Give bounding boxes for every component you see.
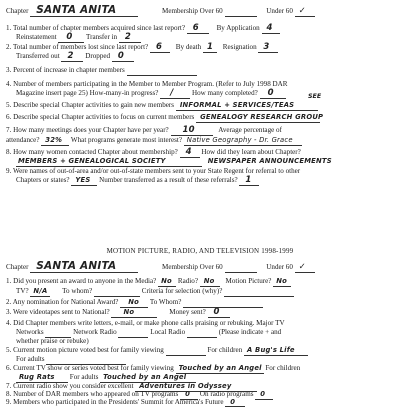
- media-q4-indicate-label: (Please indicate + and: [218, 328, 282, 336]
- media-membership-over-label: Membership Over 60: [162, 263, 223, 271]
- chapter-label: Chapter: [6, 7, 29, 15]
- media-q6-text: 6. Current TV show or series voted best for family viewing: [6, 364, 174, 372]
- under-checkmark: ✓: [298, 6, 306, 16]
- chapter-name-field: [30, 6, 138, 17]
- media-q3-money-field: [208, 308, 230, 318]
- survey-q2-text: 2. Total number of members lost since last report?: [6, 43, 149, 51]
- survey-q7: [6, 126, 282, 136]
- media-q4-c: [16, 337, 89, 346]
- survey-q2-value: 6: [155, 42, 163, 52]
- media-q7-value: Adventures in Odyssey: [139, 382, 232, 390]
- reinstatement-value: 0: [66, 32, 73, 42]
- dropped-field: [112, 52, 134, 62]
- media-under-label: Under 60: [266, 263, 293, 271]
- membership-over-field: [225, 7, 257, 17]
- survey-q7-program-value: Native Geography - Dr. Grace: [186, 136, 293, 144]
- dropped-label: Dropped: [85, 52, 111, 60]
- media-q4: [6, 319, 285, 328]
- media-q6-value: Touched by an Angel: [178, 364, 262, 372]
- survey-q5-note: SEE: [308, 93, 322, 100]
- survey-q4: [6, 80, 288, 89]
- survey-q2-field: [150, 43, 170, 53]
- media-q1-tv-label: TV?: [16, 287, 29, 295]
- survey-q7-attendance-value: 32%: [45, 136, 63, 144]
- media-membership-over-field: [225, 263, 257, 273]
- media-under-checkmark: ✓: [298, 262, 306, 272]
- media-q5-text: 5. Current motion picture voted best for family viewing: [6, 346, 164, 354]
- survey-q8-note: NEWSPAPER ANNOUNCEMENTS: [207, 157, 332, 165]
- media-q9-field: [225, 398, 245, 407]
- media-q8-radio-value: 0: [260, 390, 266, 398]
- survey-q1-text: 1. Total number of chapter members acquired since last report?: [6, 24, 186, 32]
- media-q1-criteria-label: Criteria for selection (why)?: [141, 287, 223, 295]
- media-q1-radio-value: No: [203, 277, 215, 285]
- media-q8-text: 8. Number of DAR members who appeared on TV programs: [6, 390, 179, 398]
- survey-q4-completed-value: 0: [267, 88, 274, 98]
- survey-q8-value: 4: [185, 147, 192, 157]
- by-death-value: 1: [206, 42, 214, 52]
- media-chapter-name-value: SANTA ANITA: [36, 260, 117, 272]
- dropped-value: 0: [117, 51, 124, 61]
- survey-q5-text: 5. Describe special Chapter activities to gain new members: [6, 101, 175, 109]
- media-q6-children-label: For children: [265, 364, 301, 372]
- media-q5-field: [166, 346, 206, 356]
- media-q5-children-value: A Bug's Life: [247, 346, 295, 354]
- survey-q6: [6, 113, 324, 123]
- media-q1-motion-field: [273, 277, 291, 287]
- media-q1-value: No: [161, 277, 172, 285]
- survey-q8-learn-field: [16, 157, 202, 167]
- survey-q7-program-label: What programs generate most interest?: [70, 136, 183, 144]
- resignation-field: [258, 43, 278, 53]
- media-q2: [6, 298, 263, 308]
- survey-q4-progress-value: /: [170, 88, 174, 98]
- media-q1-text: 1. Did you present an award to anyone in the Media?: [6, 277, 157, 285]
- media-q4-network-radio-label: Network Radio: [73, 328, 117, 336]
- reinstatement-field: [58, 33, 84, 43]
- survey-q4-completed-label: How many completed?: [191, 89, 258, 97]
- survey-q4-b: [16, 89, 286, 99]
- survey-q9-value: YES: [75, 176, 91, 184]
- media-q5-children-label: For children: [207, 346, 243, 354]
- survey-q3-text: 3. Percent of increase in chapter members: [6, 66, 125, 74]
- under-field: [295, 7, 315, 17]
- survey-q9-field: [71, 176, 97, 186]
- media-q1-to-whom-label: To whom?: [62, 287, 93, 295]
- media-q4-network-radio-field: [118, 328, 148, 338]
- transferred-out-label: Transferred out: [16, 52, 60, 60]
- media-section-title: MOTION PICTURE, RADIO, AND TELEVISION 1998-1999: [106, 247, 294, 255]
- transfer-in-field: [119, 33, 141, 43]
- media-q2-to-whom-field: [183, 298, 263, 308]
- media-q9: [6, 398, 245, 407]
- survey-q9-transferred-field: [239, 176, 259, 186]
- transferred-out-value: 2: [67, 51, 74, 61]
- media-q1-radio-field: [200, 277, 220, 287]
- survey-q6-text: 6. Describe special Chapter activities to focus on current members: [6, 113, 195, 121]
- media-q2-field: [120, 298, 148, 308]
- media-q6-children-value: Rug Rats: [19, 373, 55, 381]
- media-q1-criteria-field: [224, 287, 294, 297]
- survey-q7-text: 7. How many meetings does your Chapter have per year?: [6, 126, 169, 134]
- media-q1-tv-field: [30, 287, 50, 297]
- media-q4-whether-label: whether praise or rebuke): [16, 337, 89, 345]
- media-q1-to-whom-field: [94, 287, 140, 297]
- media-q5-children-field: [244, 346, 308, 356]
- media-q1-b: [16, 287, 294, 297]
- media-q6-adults-value: Touched by an Angel: [103, 373, 187, 381]
- media-q1-tv-value: N/A: [33, 287, 48, 295]
- by-application-value: 4: [266, 23, 273, 33]
- chapter-name-value: SANTA ANITA: [36, 4, 117, 16]
- transfer-in-label: Transfer in: [86, 33, 118, 41]
- media-q6-adults-label: For adults: [69, 373, 99, 381]
- survey-q8-text: 8. How many women contacted Chapter about membership?: [6, 148, 178, 156]
- survey-q9-transferred-label: Number transferred as a result of these referrals?: [99, 176, 238, 184]
- survey-q7-avg-label: Average percentage of: [218, 126, 282, 134]
- media-q8-radio-label: On radio programs: [199, 390, 254, 398]
- media-q4-text: 4. Did Chapter members write letters, e-mail, or make phone calls praising or rebuking. Major TV: [6, 319, 285, 327]
- transfer-in-value: 2: [124, 32, 132, 42]
- media-q3: [6, 308, 230, 318]
- by-application-field: [262, 24, 280, 34]
- survey-q6-field: [196, 113, 324, 123]
- media-q2-to-whom-label: To Whom?: [149, 298, 182, 306]
- media-q4-networks-label: Networks: [16, 328, 44, 336]
- media-q1: [6, 277, 291, 287]
- media-under-field: [295, 263, 315, 273]
- media-q2-value: No: [128, 298, 139, 306]
- survey-q4-text-a: 4. Number of members participating in the Member to Member Program. (Refer to July 1998 DAR: [6, 80, 288, 88]
- survey-q9-transferred-value: 1: [245, 175, 252, 185]
- survey-q8-learn-label: How did they learn about Chapter?: [201, 148, 301, 156]
- survey-q2-b: [16, 52, 134, 62]
- resignation-label: Resignation: [222, 43, 257, 51]
- under-label: Under 60: [266, 7, 293, 15]
- media-q4-local-radio-field: [187, 328, 217, 338]
- media-chapter-row: [6, 262, 315, 273]
- survey-q7-program-field: [184, 136, 302, 146]
- media-q8-radio-field: [255, 390, 273, 400]
- media-q5-adults-label: For adults: [16, 355, 45, 363]
- media-q7-text: 7. Current radio show you consider excellent: [6, 382, 134, 390]
- by-death-label: By death: [175, 43, 202, 51]
- media-q2-text: 2. Any nomination for National Award?: [6, 298, 119, 306]
- survey-q7-b: [6, 136, 302, 146]
- survey-q4-progress-field: [160, 89, 190, 99]
- survey-q8-learn-value: MEMBERS + GENEALOGICAL SOCIETY: [18, 157, 166, 165]
- media-q1-field: [158, 277, 176, 287]
- survey-q9-text-b: Chapters or states?: [16, 176, 70, 184]
- reinstatement-label: Reinstatement: [16, 33, 57, 41]
- survey-q1-field: [187, 24, 209, 34]
- survey-q1-b: [16, 33, 141, 43]
- media-q1-motion-label: Motion Picture?: [225, 277, 272, 285]
- media-q9-value: 0: [230, 398, 236, 406]
- survey-q1-value: 6: [192, 23, 199, 33]
- by-death-field: [203, 43, 217, 53]
- survey-q8-b: [16, 157, 332, 167]
- media-q9-text: 9. Members who participated in the Presidents' Summit for America's Future: [6, 398, 224, 406]
- survey-q4-text-b: Magazine insert page 25) How-many-in progress?: [16, 89, 159, 97]
- survey-q6-value: GENEALOGY RESEARCH GROUP: [200, 113, 324, 121]
- survey-q3-field: [127, 66, 197, 76]
- survey-q9: [6, 167, 300, 176]
- resignation-value: 3: [263, 42, 270, 52]
- media-q8-value: 0: [185, 390, 191, 398]
- survey-q3: [6, 66, 197, 76]
- media-q3-money-value: 0: [213, 307, 220, 317]
- media-q3-money-label: Money sent?: [169, 308, 206, 316]
- transferred-out-field: [61, 52, 83, 62]
- media-chapter-name-field: [30, 262, 138, 273]
- survey-q5: [6, 101, 318, 111]
- media-q3-text: 3. Were videotapes sent to National?: [6, 308, 110, 316]
- survey-q7-value: 10: [182, 125, 195, 135]
- media-q4-local-radio-label: Local Radio: [150, 328, 186, 336]
- survey-q9-b: [16, 176, 259, 186]
- survey-q4-completed-field: [260, 89, 286, 99]
- media-q3-value: No: [123, 308, 135, 316]
- membership-over-label: Membership Over 60: [162, 7, 223, 15]
- media-chapter-label: Chapter: [6, 263, 29, 271]
- media-q1-motion-value: No: [276, 277, 287, 285]
- survey-q7-attendance-field: [41, 136, 69, 146]
- survey-q5-field: [176, 101, 318, 111]
- by-application-label: By Application: [216, 24, 260, 32]
- survey-q7-attendance-label: attendance?: [6, 136, 40, 144]
- chapter-row: [6, 6, 315, 17]
- survey-q9-text-a: 9. Were names of out-of-area and/or out-of-state members sent to your State Regent for referral to other: [6, 167, 301, 175]
- media-q1-radio-label: Radio?: [177, 277, 198, 285]
- survey-q7-field: [171, 126, 213, 136]
- media-q3-field: [111, 308, 157, 318]
- survey-q5-value: INFORMAL + SERVICES/TEAS: [179, 101, 295, 109]
